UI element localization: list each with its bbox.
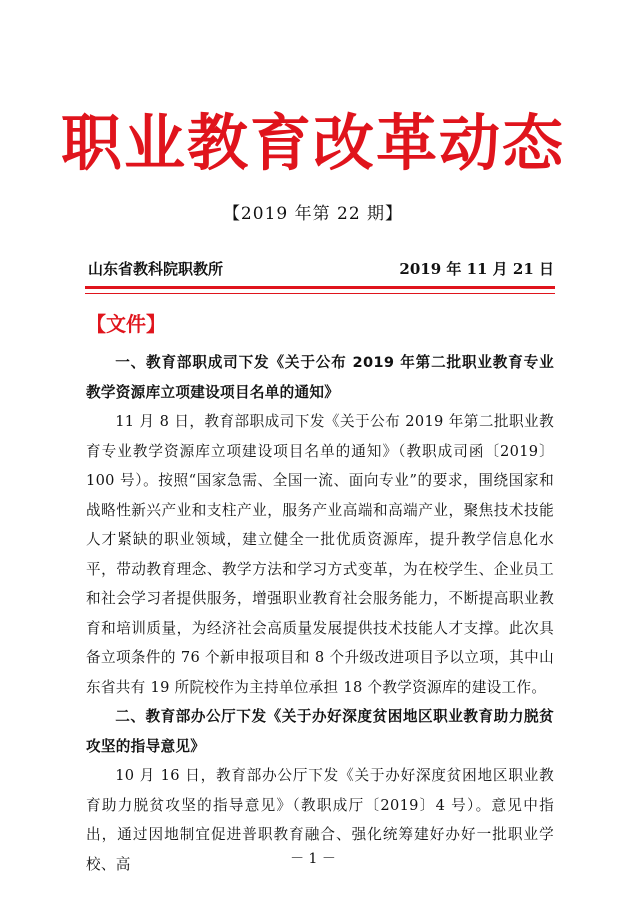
publisher: 山东省教科院职教所 <box>88 260 224 278</box>
header-divider-thin <box>85 293 555 294</box>
article-body-2: 10 月 16 日，教育部办公厅下发《关于办好深度贫困地区职业教育助力脱贫攻坚的指导意见》（教职成厅〔2019〕4 号）。意见中指出，通过因地制宜促进普职教育融合、强化统筹建好办好一批职业学校、高 <box>86 767 554 873</box>
publish-date: 2019 年 11 月 21 日 <box>399 260 554 278</box>
page-number: － 1 － <box>290 851 336 867</box>
article-body-1: 11 月 8 日，教育部职成司下发《关于公布 2019 年第二批职业教育专业教学资源库立项建设项目名单的通知》（教职成司函〔2019〕100 号）。按照“国家急需、全国一流、面向专业”的要求，围绕国家和战略性新兴产业和支柱产业，服务产业高端和高端产业，聚焦技术技能人才紧缺的职业领域，建立健全一批优质资源库，提升教学信息化水平，带动教育理念、教学方法和学习方式变革，为在校学生、企业员工和社会学习者提供服务，增强职业教育社会服务能力，不断提高职业教育和培训质量，为经济社会高质量发展提供技术技能人才支撑。此次具备立项条件的 76 个新申报项目和 8 个升级改进项目予以立项，其中山东省共有 19 所院校作为主持单位承担 18 个教学资源库的建设工作。 <box>86 413 554 696</box>
masthead-title: 职业教育改革动态 <box>60 108 565 179</box>
document-content <box>86 348 554 879</box>
section-tag: 【文件】 <box>86 312 166 336</box>
article-heading-2: 二、教育部办公厅下发《关于办好深度贫困地区职业教育助力脱贫攻坚的指导意见》 <box>86 708 554 755</box>
header-divider-thick <box>85 286 555 289</box>
issue-number: 【2019 年第 22 期】 <box>222 204 404 224</box>
meta-row <box>88 258 554 280</box>
article-heading-1: 一、教育部职成司下发《关于公布 2019 年第二批职业教育专业教学资源库立项建设项目名单的通知》 <box>86 354 554 401</box>
